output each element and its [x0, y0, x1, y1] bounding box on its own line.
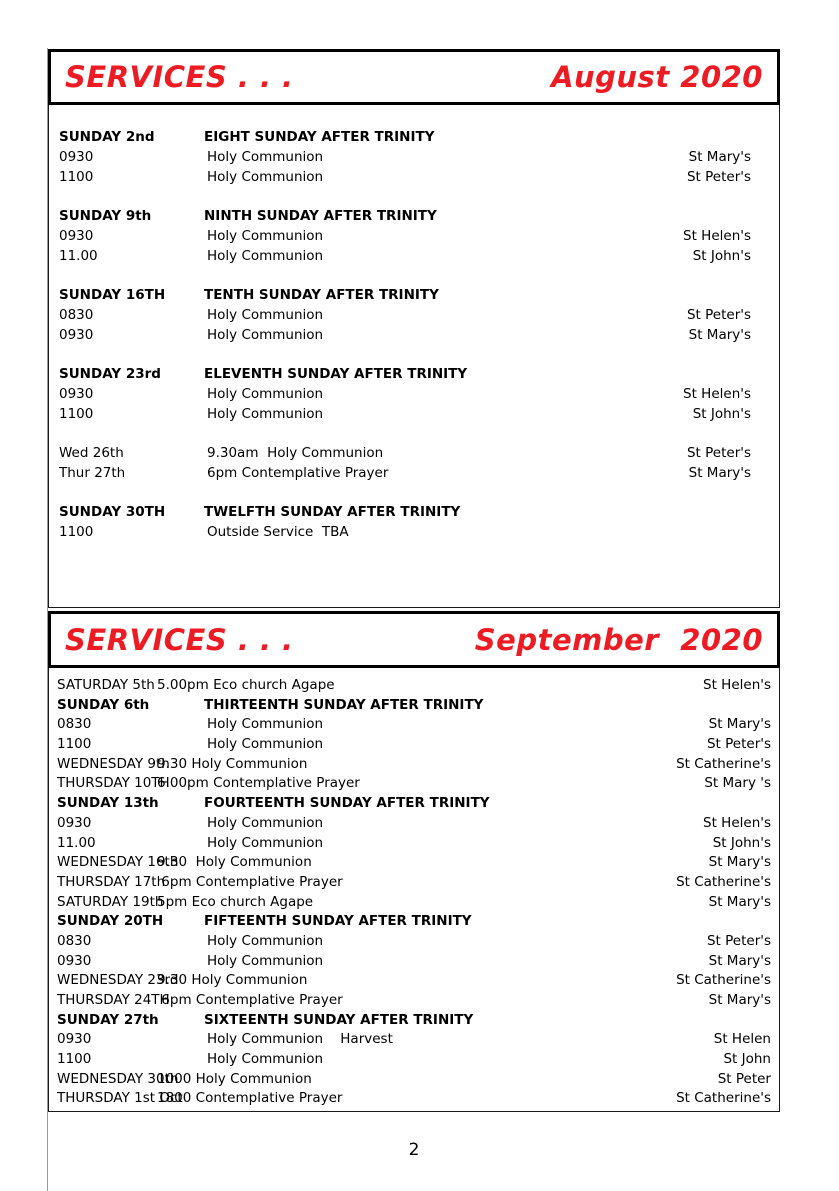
- schedule-row: [49, 386, 779, 406]
- schedule-row: [49, 307, 779, 327]
- september-schedule-list: [49, 668, 779, 1112]
- schedule-description: Holy Communion: [207, 736, 324, 753]
- schedule-venue: St Peter's: [706, 736, 771, 753]
- schedule-row: [49, 874, 779, 894]
- schedule-venue: St Catherine's: [676, 1090, 771, 1107]
- schedule-date: 0930: [59, 149, 94, 165]
- schedule-venue: St Peter's: [686, 169, 751, 185]
- schedule-date: 1100: [57, 1051, 92, 1068]
- schedule-venue: St Helen's: [683, 228, 751, 244]
- schedule-venue: St Mary's: [708, 716, 771, 733]
- schedule-row: [49, 933, 779, 953]
- schedule-venue: St Helen's: [703, 814, 771, 831]
- schedule-venue: St Mary's: [708, 952, 771, 969]
- august-services-header: [48, 49, 780, 105]
- schedule-description: Holy Communion: [207, 1051, 324, 1068]
- schedule-venue: St John: [723, 1051, 771, 1068]
- schedule-description: TENTH SUNDAY AFTER TRINITY: [204, 287, 439, 303]
- schedule-description: 6pm Contemplative Prayer: [157, 992, 343, 1008]
- schedule-spacer: [49, 189, 779, 208]
- schedule-row: [49, 129, 779, 149]
- schedule-row: [49, 894, 779, 914]
- schedule-description: SIXTEENTH SUNDAY AFTER TRINITY: [204, 1011, 474, 1028]
- schedule-description: 9.30 Holy Communion: [157, 854, 312, 871]
- schedule-date: 0930: [59, 228, 94, 244]
- schedule-description: Holy Communion: [207, 716, 324, 733]
- schedule-row: [49, 1012, 779, 1032]
- schedule-row: [49, 208, 779, 228]
- schedule-description: 1000 Holy Communion: [157, 1070, 312, 1087]
- schedule-date: WEDNESDAY 9th: [57, 755, 170, 772]
- schedule-description: Holy Communion: [207, 814, 324, 831]
- schedule-date: SUNDAY 27th: [57, 1011, 159, 1028]
- schedule-description: 5pm Eco church Agape: [157, 893, 314, 910]
- schedule-description: THIRTEENTH SUNDAY AFTER TRINITY: [204, 696, 484, 713]
- schedule-date: SUNDAY 20TH: [57, 913, 164, 930]
- schedule-date: SUNDAY 30TH: [59, 504, 166, 520]
- schedule-description: Holy Communion: [207, 952, 324, 969]
- schedule-venue: St Mary's: [688, 149, 751, 165]
- schedule-row: [49, 445, 779, 465]
- schedule-row: [49, 953, 779, 973]
- schedule-date: 0830: [57, 716, 92, 733]
- schedule-venue: St Peter's: [686, 307, 751, 323]
- schedule-description: Holy Communion: [207, 327, 324, 343]
- schedule-venue: St Peter: [717, 1070, 771, 1087]
- schedule-row: [49, 913, 779, 933]
- schedule-date: SUNDAY 2nd: [59, 129, 155, 145]
- schedule-row: [49, 697, 779, 717]
- page-number: 2: [408, 1140, 420, 1160]
- schedule-date: 0830: [59, 307, 94, 323]
- schedule-spacer: [49, 485, 779, 504]
- schedule-date: 11.00: [59, 248, 98, 264]
- schedule-venue: St John's: [692, 248, 751, 264]
- schedule-row: [49, 1051, 779, 1071]
- schedule-description: Holy Communion: [207, 307, 324, 323]
- schedule-description: Holy Communion: [207, 248, 324, 264]
- schedule-row: [49, 287, 779, 307]
- schedule-date: THURSDAY 10TH: [57, 775, 170, 792]
- schedule-description: EIGHT SUNDAY AFTER TRINITY: [204, 129, 435, 145]
- august-services-title: SERVICES . . .: [65, 60, 294, 94]
- schedule-date: SUNDAY 13th: [57, 795, 159, 812]
- schedule-date: SUNDAY 6th: [57, 696, 150, 713]
- schedule-date: 0830: [57, 932, 92, 949]
- schedule-date: 1100: [59, 524, 94, 540]
- schedule-row: [49, 815, 779, 835]
- schedule-description: 6pm Contemplative Prayer: [157, 873, 343, 890]
- schedule-date: Wed 26th: [59, 445, 124, 461]
- schedule-row: [49, 406, 779, 426]
- schedule-row: [49, 677, 779, 697]
- schedule-row: [49, 169, 779, 189]
- schedule-description: 5.00pm Eco church Agape: [157, 677, 335, 693]
- schedule-venue: St Mary's: [708, 992, 771, 1008]
- schedule-description: Holy Communion: [207, 149, 324, 165]
- schedule-row: [49, 1031, 779, 1051]
- schedule-venue: St Catherine's: [676, 873, 771, 890]
- schedule-description: Holy Communion: [207, 386, 324, 402]
- schedule-venue: St Catherine's: [676, 972, 771, 989]
- schedule-row: [49, 992, 779, 1012]
- schedule-date: SATURDAY 5th: [57, 677, 155, 693]
- schedule-description: Holy Communion: [207, 932, 324, 949]
- schedule-row: [49, 736, 779, 756]
- schedule-date: THURSDAY 1st Oct: [57, 1090, 183, 1107]
- schedule-venue: St Mary's: [688, 465, 751, 481]
- schedule-description: 6.00pm Contemplative Prayer: [157, 775, 360, 792]
- september-services-body: [48, 668, 780, 1112]
- schedule-description: Holy Communion: [207, 169, 324, 185]
- schedule-date: WEDNESDAY 16th: [57, 854, 179, 871]
- schedule-venue: St Helen's: [683, 386, 751, 402]
- schedule-date: 1100: [57, 736, 92, 753]
- schedule-row: [49, 795, 779, 815]
- schedule-date: 0930: [57, 952, 92, 969]
- schedule-venue: St John's: [692, 406, 751, 422]
- schedule-row: [49, 465, 779, 485]
- schedule-date: SUNDAY 23rd: [59, 366, 161, 382]
- schedule-venue: St Mary's: [688, 327, 751, 343]
- schedule-date: 11.00: [57, 834, 96, 851]
- schedule-row: [49, 366, 779, 386]
- schedule-spacer: [49, 347, 779, 366]
- schedule-venue: St Helen: [713, 1031, 771, 1048]
- august-month-year: August 2020: [551, 60, 763, 94]
- schedule-date: 0930: [57, 814, 92, 831]
- schedule-description: 9.30am Holy Communion: [207, 445, 384, 461]
- schedule-venue: St Mary's: [708, 893, 771, 910]
- schedule-description: FIFTEENTH SUNDAY AFTER TRINITY: [204, 913, 472, 930]
- schedule-description: FOURTEENTH SUNDAY AFTER TRINITY: [204, 795, 490, 812]
- schedule-description: Holy Communion: [207, 406, 324, 422]
- schedule-date: SATURDAY 19th: [57, 893, 164, 910]
- schedule-row: [49, 972, 779, 992]
- schedule-date: Thur 27th: [59, 465, 126, 481]
- september-month-year: September 2020: [474, 622, 763, 657]
- schedule-row: [49, 1071, 779, 1091]
- schedule-description: Holy Communion: [207, 228, 324, 244]
- schedule-venue: St Helen's: [703, 677, 771, 693]
- schedule-venue: St John's: [712, 834, 771, 851]
- schedule-description: 1800 Contemplative Prayer: [157, 1090, 343, 1107]
- schedule-date: SUNDAY 16TH: [59, 287, 166, 303]
- schedule-date: WEDNESDAY 23rd: [57, 972, 179, 989]
- schedule-description: Outside Service TBA: [207, 524, 349, 540]
- schedule-date: 0930: [57, 1031, 92, 1048]
- schedule-venue: St Peter's: [706, 932, 771, 949]
- schedule-spacer: [49, 268, 779, 287]
- schedule-venue: St Mary 's: [704, 775, 771, 792]
- schedule-row: [49, 149, 779, 169]
- schedule-description: TWELFTH SUNDAY AFTER TRINITY: [204, 504, 461, 520]
- schedule-row: [49, 716, 779, 736]
- schedule-row: [49, 835, 779, 855]
- schedule-spacer: [49, 426, 779, 445]
- schedule-description: 9.30 Holy Communion: [157, 755, 308, 772]
- august-services-body: [48, 105, 780, 608]
- schedule-date: 0930: [59, 327, 94, 343]
- september-services-header: [48, 611, 780, 668]
- schedule-date: THURSDAY 17th: [57, 873, 166, 890]
- schedule-description: 9.30 Holy Communion: [157, 972, 308, 989]
- schedule-description: Holy Communion Harvest: [207, 1031, 393, 1048]
- schedule-date: 1100: [59, 406, 94, 422]
- schedule-description: ELEVENTH SUNDAY AFTER TRINITY: [204, 366, 468, 382]
- schedule-venue: St Mary's: [708, 854, 771, 871]
- schedule-description: NINTH SUNDAY AFTER TRINITY: [204, 208, 437, 224]
- schedule-row: [49, 775, 779, 795]
- schedule-date: SUNDAY 9th: [59, 208, 152, 224]
- schedule-description: 6pm Contemplative Prayer: [207, 465, 389, 481]
- schedule-row: [49, 327, 779, 347]
- schedule-row: [49, 248, 779, 268]
- schedule-row: [49, 524, 779, 544]
- schedule-date: 0930: [59, 386, 94, 402]
- schedule-row: [49, 228, 779, 248]
- schedule-row: [49, 756, 779, 776]
- schedule-description: Holy Communion: [207, 834, 324, 851]
- schedule-venue: St Catherine's: [676, 755, 771, 772]
- schedule-row: [49, 1090, 779, 1110]
- schedule-row: [49, 504, 779, 524]
- august-schedule-list: [49, 105, 779, 608]
- schedule-date: 1100: [59, 169, 94, 185]
- schedule-row: [49, 854, 779, 874]
- schedule-date: THURSDAY 24TH: [57, 992, 170, 1008]
- schedule-date: WEDNESDAY 30th: [57, 1070, 179, 1087]
- schedule-venue: St Peter's: [686, 445, 751, 461]
- september-services-title: SERVICES . . .: [65, 622, 294, 657]
